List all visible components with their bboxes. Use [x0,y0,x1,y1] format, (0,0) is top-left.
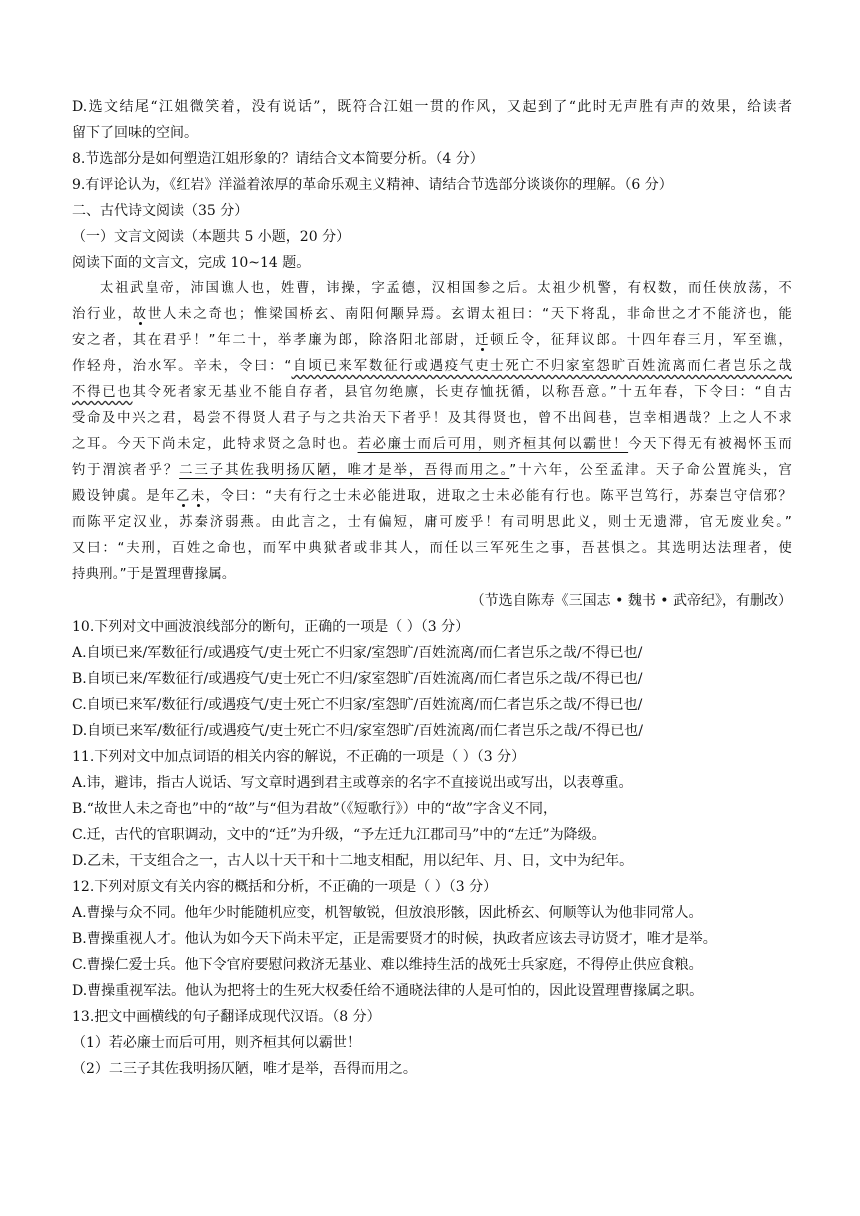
underlined-sentence-1: 若必廉士而后可用，则齐桓其何以霸世！ [357,437,629,452]
underlined-sentence-2: 二三子其佐我明扬仄陋，唯才是举，吾得而用之。 [179,463,510,478]
passage-line: 而陈平定汉业，苏秦济弱燕。由此言之，士有偏短，庸可废乎！有司明思此义，则士无遗滞，官无废业矣。” [72,515,792,530]
passage-line: 作轻舟，治水军。辛未，令曰：“自顷已来军数征行或遇疫气吏士死亡不归家室怨旷百姓流离而仁者岂乐之哉 [72,359,792,374]
dotted-char: 故 [132,307,148,322]
wavy-underlined-text: 自顷已来军数征行或遇疫气吏士死亡不归家室怨旷百姓流离而仁者岂乐之哉 [291,359,792,374]
question-9: 9.有评论认为，《红岩》洋溢着浓厚的革命乐观主义精神、请结合节选部分谈谈你的理解。（6 分） [72,177,673,193]
question-11-option-d: D.乙未，干支组合之一，古人以十天干和十二地支相配，用以纪年、月、日，文中为纪年。 [72,853,634,869]
passage-line: 安之者，其在君乎！”年二十，举孝廉为郎，除洛阳北部尉，迁顿丘令，征拜议郎。十四年春三月，军至谯， [72,333,792,348]
passage-line: 受命及中兴之君，曷尝不得贤人君子与之共治天下者乎！及其得贤也，曾不出闾巷，岂幸相遇哉？上之人不求 [72,411,792,426]
dotted-char: 乙 [175,489,191,504]
question-12-option-c: C.曹操仁爱士兵。他下令官府要慰问救济无基业、难以维持生活的战死士兵家庭，不得停止供应食粮。 [72,957,703,973]
passage-line: 殿设钟虡。是年乙未，令曰：“夫有行之士未必能进取，进取之士未必能有行也。陈平岂笃行，苏秦岂守信邪？ [72,489,792,504]
exam-page [72,94,792,1082]
question-12-stem: 12.下列对原文有关内容的概括和分析，不正确的一项是（ ）（3 分） [72,879,498,895]
question-11-option-b: B.“故世人未之奇也”中的“故”与“但为君故”（《短歌行》）中的“故”字含义不同， [72,801,557,817]
question-13-sentence-2: （2）二三子其佐我明扬仄陋，唯才是举，吾得而用之。 [72,1061,417,1077]
question-12-option-a: A.曹操与众不同。他年少时能随机应变，机智敏锐，但放浪形骸，因此桥玄、何顺等认为他非同常人。 [72,905,703,921]
question-13-sentence-1: （1）若必廉士而后可用，则齐桓其何以霸世！ [72,1035,361,1051]
passage-line: 钓于渭滨者乎？二三子其佐我明扬仄陋，唯才是举，吾得而用之。”十六年，公至孟津。天子命公置旄头，宫 [72,463,792,478]
passage-source: （节选自陈寿《三国志 • 魏书 • 武帝纪》，有删改） [470,593,792,609]
question-11-stem: 11.下列对文中加点词语的相关内容的解说，不正确的一项是（ ）（3 分） [72,749,526,765]
dotted-char: 迁 [475,333,491,348]
dotted-char: 未 [190,489,206,504]
passage-line: 之耳。今天下尚未定，此特求贤之急时也。若必廉士而后可用，则齐桓其何以霸世！今天下得无有被褐怀玉而 [72,437,792,452]
passage-line: 又曰：“夫刑，百姓之命也，而军中典狱者或非其人，而任以三军死生之事，吾甚惧之。其选明达法理者，使 [72,541,792,556]
subsection-heading: （一）文言文阅读（本题共 5 小题，20 分） [72,229,351,245]
q7-option-d-line2: 留下了回味的空间。 [72,125,198,141]
q7-option-d-line1: D.选文结尾“江姐微笑着，没有说话”，既符合江姐一贯的作风，又起到了“此时无声胜有声的效果，给读者 [72,99,792,115]
reading-instruction: 阅读下面的文言文，完成 10~14 题。 [72,255,311,271]
question-12-option-b: B.曹操重视人才。他认为如今天下尚未平定，正是需要贤才的时候，执政者应该去寻访贤才，唯才是举。 [72,931,717,947]
passage-line: 不得已也其令死者家无基业不能自存者，县官勿绝廪，长吏存恤抚循，以称吾意。”十五年春，下令曰：“自古 [72,385,792,400]
question-10-option-c: C.自顷已来军/数征行/或遇疫气/吏士死亡不归家/室怨旷/百姓流离/而仁者岂乐之哉/不得已也/ [72,697,643,713]
question-8: 8.节选部分是如何塑造江姐形象的？请结合文本简要分析。（4 分） [72,151,484,167]
question-10-option-b: B.自顷已来/军数征行/或遇疫气/吏士死亡不归/家室怨旷/百姓流离/而仁者岂乐之哉/不得已也/ [72,671,643,687]
question-10-stem: 10.下列对文中画波浪线部分的断句，正确的一项是（ ）（3 分） [72,619,470,635]
question-10-option-a: A.自顷已来/军数征行/或遇疫气/吏士死亡不归家/室怨旷/百姓流离/而仁者岂乐之哉/不得已也/ [72,645,643,661]
question-12-option-d: D.曹操重视军法。他认为把将士的生死大权委任给不通晓法律的人是可怕的，因此设置理曹掾属之职。 [72,983,704,999]
wavy-underlined-text: 不得已也 [72,385,133,400]
passage-line: 持典刑。”于是置理曹掾属。 [72,567,236,582]
section-heading: 二、古代诗文阅读（35 分） [72,203,249,219]
passage-line: 太祖武皇帝，沛国谯人也，姓曹，讳操，字孟德，汉相国参之后。太祖少机警，有权数，而任侠放荡，不 [100,281,792,296]
question-13-stem: 13.把文中画横线的句子翻译成现代汉语。（8 分） [72,1009,381,1025]
classical-passage [72,276,792,588]
question-10-option-d: D.自顷已来军/数征行/或遇疫气/吏士死亡不归/家室怨旷/百姓流离/而仁者岂乐之哉/不得已也/ [72,723,643,739]
question-11-option-a: A.讳，避讳，指古人说话、写文章时遇到君主或尊亲的名字不直接说出或写出，以表尊重。 [72,775,633,791]
passage-line: 治行业，故世人未之奇也；惟梁国桥玄、南阳何颙异焉。玄谓太祖曰：“天下将乱，非命世之才不能济也，能 [72,307,792,322]
question-11-option-c: C.迁，古代的官职调动，文中的“迁”为升级，“予左迁九江郡司马”中的“左迁”为降级。 [72,827,606,843]
